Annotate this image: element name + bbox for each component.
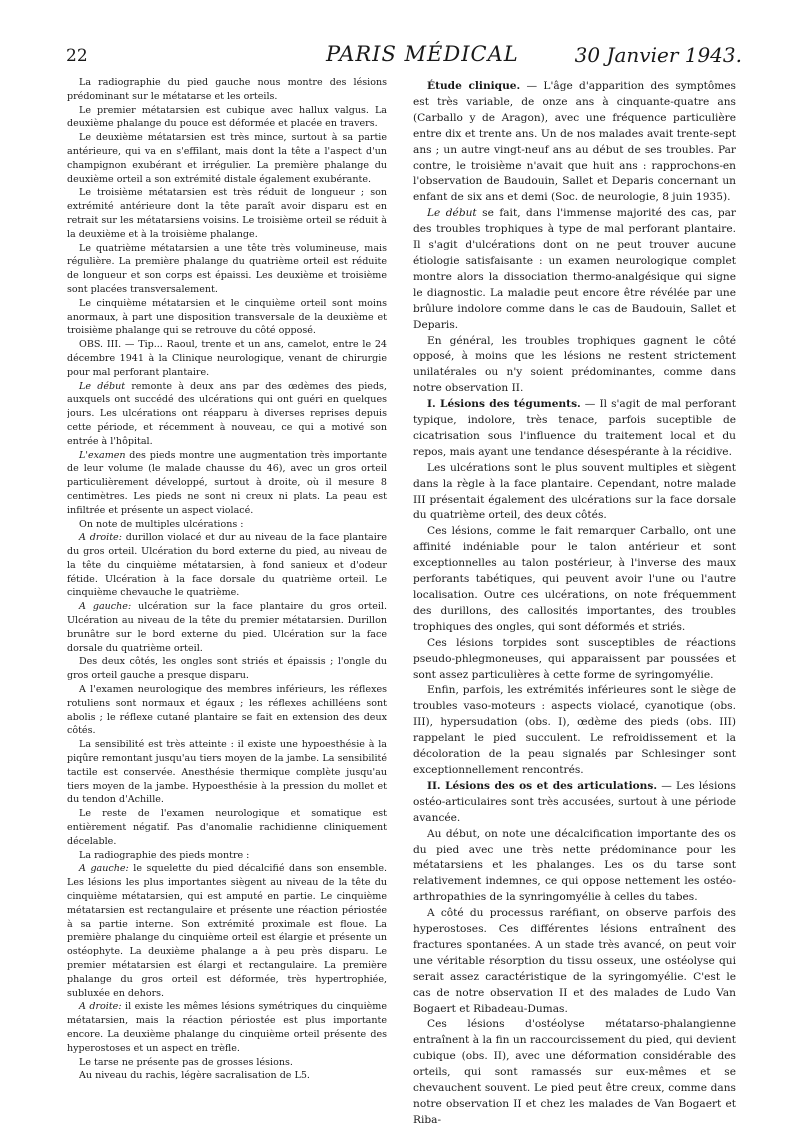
paragraph-text: La radiographie des pieds montre :: [79, 849, 250, 861]
paragraph-text: Le premier métatarsien est cubique avec hallux valgus. La deuxième phalange du pouce est déformée et placée en travers.: [67, 104, 387, 130]
paragraph-text: Le cinquième métatarsien et le cinquième orteil sont moins anormaux, à part une disposition transversale de la deuxième et troisième phalange qui se retrouve du côté opposé.: [67, 297, 387, 337]
paragraph: [67, 242, 387, 297]
paragraph: [413, 779, 736, 827]
paragraph: [67, 297, 387, 338]
paragraph-text: Au niveau du rachis, légère sacralisation de L5.: [79, 1070, 310, 1082]
paragraph: [67, 131, 387, 186]
paragraph-text: il existe les mêmes lésions symétriques du cinquième métatarsien, mais la réaction périostée est plus importante encore. La deuxième phalange du cinquième orteil présente des hyperostoses et un aspect en trèfle.: [67, 1001, 387, 1054]
paragraph: [413, 397, 736, 461]
paragraph: [413, 334, 736, 398]
page-header: [66, 42, 742, 78]
paragraph-text: ulcération sur la face plantaire du gros orteil. Ulcération au niveau de la tête du premier métatarsien. Durillon brunâtre sur le bord externe du pied. Ulcération sur la face dorsale du quatrième orteil.: [67, 601, 387, 654]
paragraph: [67, 380, 387, 449]
paragraph-text: Le reste de l'examen neurologique et somatique est entièrement négatif. Pas d'anomalie rachidienne cliniquement décelable.: [67, 808, 387, 847]
paragraph: [413, 1017, 736, 1128]
paragraph-text: OBS. III. — Tip... Raoul, trente et un ans, camelot, entre le 24 décembre 1941 à la Clinique neurologique, venant de chirurgie pour mal perforant plantaire.: [67, 339, 387, 378]
paragraph: [67, 683, 387, 738]
paragraph-text: La radiographie du pied gauche nous montre des lésions prédominant sur le métatarse et les orteils.: [67, 77, 387, 102]
paragraph-text: Le troisième métatarsien est très réduit de longueur ; son extrémité antérieure dont la tête paraît avoir disparu est en retrait sur les métatarsiens voisins. Le troisième orteil se réduit à la deuxième et à la troisième phalange.: [67, 187, 387, 240]
paragraph: [67, 518, 387, 532]
paragraph-text: se fait, dans l'immense majorité des cas, par des troubles trophiques à type de mal perforant plantaire. Il s'agit d'ulcérations dont on ne peut trouver aucune étiologie satisfaisante : un examen neurologique complet montre alors la dissociation thermo-analgésique qui signe le diagnostic. La maladie peut encore être révélée par une brûlure indolore comme dans le cas de Baudouin, Sallet et Deparis.: [413, 207, 736, 331]
paragraph-lead: L'examen: [79, 449, 126, 461]
paragraph: [413, 79, 736, 206]
paragraph-text: Le deuxième métatarsien est très mince, surtout à sa partie antérieure, qui va en s'effilant, mais dont la tête a l'aspect d'un champignon exubérant et irrégulier. La première phalange du deuxième orteil a son extrémité distale également exubérante.: [67, 132, 387, 185]
paragraph: [67, 862, 387, 1000]
paragraph: [67, 738, 387, 807]
section-title: II. Lésions des os et des articulations.: [427, 779, 658, 792]
issue-date: 30 Janvier 1943.: [574, 43, 742, 67]
paragraph-text: Des deux côtés, les ongles sont striés et épaissis ; l'ongle du gros orteil gauche a presque disparu.: [67, 656, 387, 682]
paragraph: [67, 849, 387, 863]
paragraph-lead: Le début: [427, 207, 477, 220]
paragraph-text: La sensibilité est très atteinte : il existe une hypoesthésie à la piqûre remontant jusqu'au tiers moyen de la jambe. La sensibilité tactile est conservée. Anesthésie thermique complète jusqu'au tiers moyen de la jambe. Hypoesthésie à la pression du mollet et du tendon d'Achille.: [67, 739, 387, 806]
paragraph-lead: A gauche:: [79, 601, 132, 613]
paragraph-text: Enfin, parfois, les extrémités inférieures sont le siège de troubles vaso-moteurs : aspects violacé, cyanotique (obs. III), hypersudation (obs. I), œdème des pieds (obs. III) rappelant le pied succulent. Le refroidissement et la décoloration de la peau signalés par Schlesinger sont exceptionnellement rencontrés.: [413, 684, 736, 776]
paragraph-text: — Les lésions ostéo-articulaires sont très accusées, surtout à une période avancée.: [413, 779, 736, 824]
paragraph: [413, 524, 736, 635]
paragraph: [67, 1056, 387, 1070]
paragraph: [67, 600, 387, 655]
paragraph-lead: Le début: [79, 380, 126, 392]
paragraph-text: remonte à deux ans par des œdèmes des pieds, auxquels ont succédé des ulcérations qui ont guéri en quelques jours. Les ulcérations ont réapparu à diverses reprises depuis cette période, et récemment à nouveau, ce qui a motivé son entrée à l'hôpital.: [67, 380, 387, 447]
paragraph: [413, 206, 736, 333]
paragraph-text: Ces lésions, comme le fait remarquer Carballo, ont une affinité indéniable pour le talon antérieur et sont exceptionnelles au talon postérieur, à l'inverse des maux perforants tabétiques, qui peuvent avoir l'une ou l'autre localisation. Outre ces ulcérations, on note fréquemment des durillons, des callosités importantes, des troubles trophiques des ongles, qui sont déformés et striés.: [413, 525, 736, 633]
paragraph: [67, 655, 387, 683]
paragraph: [67, 186, 387, 241]
paragraph-text: A l'examen neurologique des membres inférieurs, les réflexes rotuliens sont normaux et égaux ; les réflexes achilléens sont abolis ; le réflexe cutané plantaire se fait en extension des deux côtés.: [67, 684, 387, 737]
left-column: [67, 76, 387, 1083]
paragraph-text: Le tarse ne présente pas de grosses lésions.: [79, 1056, 293, 1068]
paragraph-text: — Il s'agit de mal perforant typique, indolore, très tenace, parfois suceptible de cicatrisation sous l'influence du traitement local et du repos, mais ayant une tendance désespérante à la récidive.: [413, 398, 736, 458]
paragraph-lead: A droite:: [79, 532, 122, 544]
paragraph: [67, 338, 387, 379]
right-column: [413, 79, 736, 1129]
paragraph: [413, 683, 736, 778]
paragraph: [67, 1000, 387, 1055]
paragraph-text: le squelette du pied décalcifié dans son ensemble. Les lésions les plus importantes siègent au niveau de la tête du cinquième métatarsien, qui est amputé en partie. Le cinquième métatarsien est rectangulaire et présente une réaction périostée à sa partie interne. Son extrémité proximale est floue. La première phalange du cinquième orteil est élargie et présente un ostéophyte. La deuxième phalange a à peu près disparu. Le premier métatarsien est élargi et rectangulaire. La première phalange du gros orteil est déformée, très hypertrophiée, subluxée en dehors.: [67, 863, 387, 999]
section-title: I. Lésions des téguments.: [427, 398, 581, 411]
paragraph: [67, 76, 387, 104]
paragraph: [67, 449, 387, 518]
paragraph-text: — L'âge d'apparition des symptômes est très variable, de onze ans à cinquante-quatre ans (Carballo y de Aragon), avec une fréquence particulière entre dix et trente ans. Un de nos malades avait trente-sept ans ; un autre vingt-neuf ans au début de ses troubles. Par contre, le troisième n'avait que huit ans : rapprochons-en l'observation de Baudouin, Sallet et Deparis concernant un enfant de six ans et demi (Soc. de neurologie, 8 juin 1935).: [413, 80, 736, 204]
paragraph: [67, 531, 387, 600]
paragraph-text: des pieds montre une augmentation très importante de leur volume (le malade chausse du 46), avec un gros orteil particulièrement développé, surtout à droite, où il mesure 8 centimètres. Les pieds ne sont ni creux ni plats. La peau est infiltrée et présente un aspect violacé.: [67, 449, 387, 516]
paragraph: [67, 104, 387, 132]
paragraph: [413, 906, 736, 1017]
paragraph: [67, 807, 387, 848]
section-title: Étude clinique.: [427, 80, 521, 92]
paragraph-text: durillon violacé et dur au niveau de la face plantaire du gros orteil. Ulcération du bord externe du pied, au niveau de la tête du cinquième métatarsien, à fond sanieux et d'odeur fétide. Ulcération à la face dorsale du quatrième orteil. Le cinquième chevauche le quatrième.: [67, 532, 387, 599]
paragraph-text: On note de multiples ulcérations :: [79, 518, 244, 530]
page-number: 22: [66, 46, 88, 66]
journal-title: PARIS MÉDICAL: [326, 42, 519, 66]
paragraph-text: A côté du processus raréfiant, on observe parfois des hyperostoses. Ces différentes lésions entraînent des fractures spontanées. A un stade très avancé, on peut voir une véritable résorption du tissu osseux, une ostéolyse qui serait assez caractéristique de la syringomyélie. C'est le cas de notre observation II et des malades de Ludo Van Bogaert et Ribadeau-Dumas.: [413, 907, 736, 1015]
paragraph: [413, 636, 736, 684]
paragraph-text: En général, les troubles trophiques gagnent le côté opposé, à moins que les lésions ne restent strictement unilatérales ou n'y soient prédominantes, comme dans notre observation II.: [413, 334, 736, 395]
paragraph-lead: A gauche:: [79, 863, 129, 875]
paragraph: [413, 461, 736, 525]
paragraph: [67, 1069, 387, 1083]
paragraph: [413, 827, 736, 907]
paragraph-text: Le quatrième métatarsien a une tête très volumineuse, mais régulière. La première phalange du quatrième orteil est réduite de longueur et son corps est épaissi. Les deuxième et troisième sont placées transversalement.: [67, 242, 387, 295]
paragraph-text: Au début, on note une décalcification importante des os du pied avec une très nette prédominance pour les métatarsiens et les phalanges. Les os du tarse sont relativement indemnes, ce qui oppose nettement les ostéo-arthropathies de la synringomyélie à celles du tabes.: [413, 827, 736, 904]
paragraph-text: Les ulcérations sont le plus souvent multiples et siègent dans la règle à la face plantaire. Cependant, notre malade III présentait également des ulcérations sur la face dorsale du quatrième orteil, des deux côtés.: [413, 461, 736, 522]
paragraph-text: Ces lésions d'ostéolyse métatarso-phalangienne entraînent à la fin un raccourcissement du pied, qui devient cubique (obs. II), avec une déformation considérable des orteils, qui sont ramassés sur eux-mêmes et se chevauchent souvent. Le pied peut être creux, comme dans notre observation II et chez les malades de Van Bogaert et Riba-: [413, 1018, 736, 1126]
paragraph-text: Ces lésions torpides sont susceptibles de réactions pseudo-phlegmoneuses, qui apparaissent par poussées et sont assez particulières à cette forme de syringomyélie.: [413, 636, 736, 681]
paragraph-lead: A droite:: [79, 1001, 122, 1013]
